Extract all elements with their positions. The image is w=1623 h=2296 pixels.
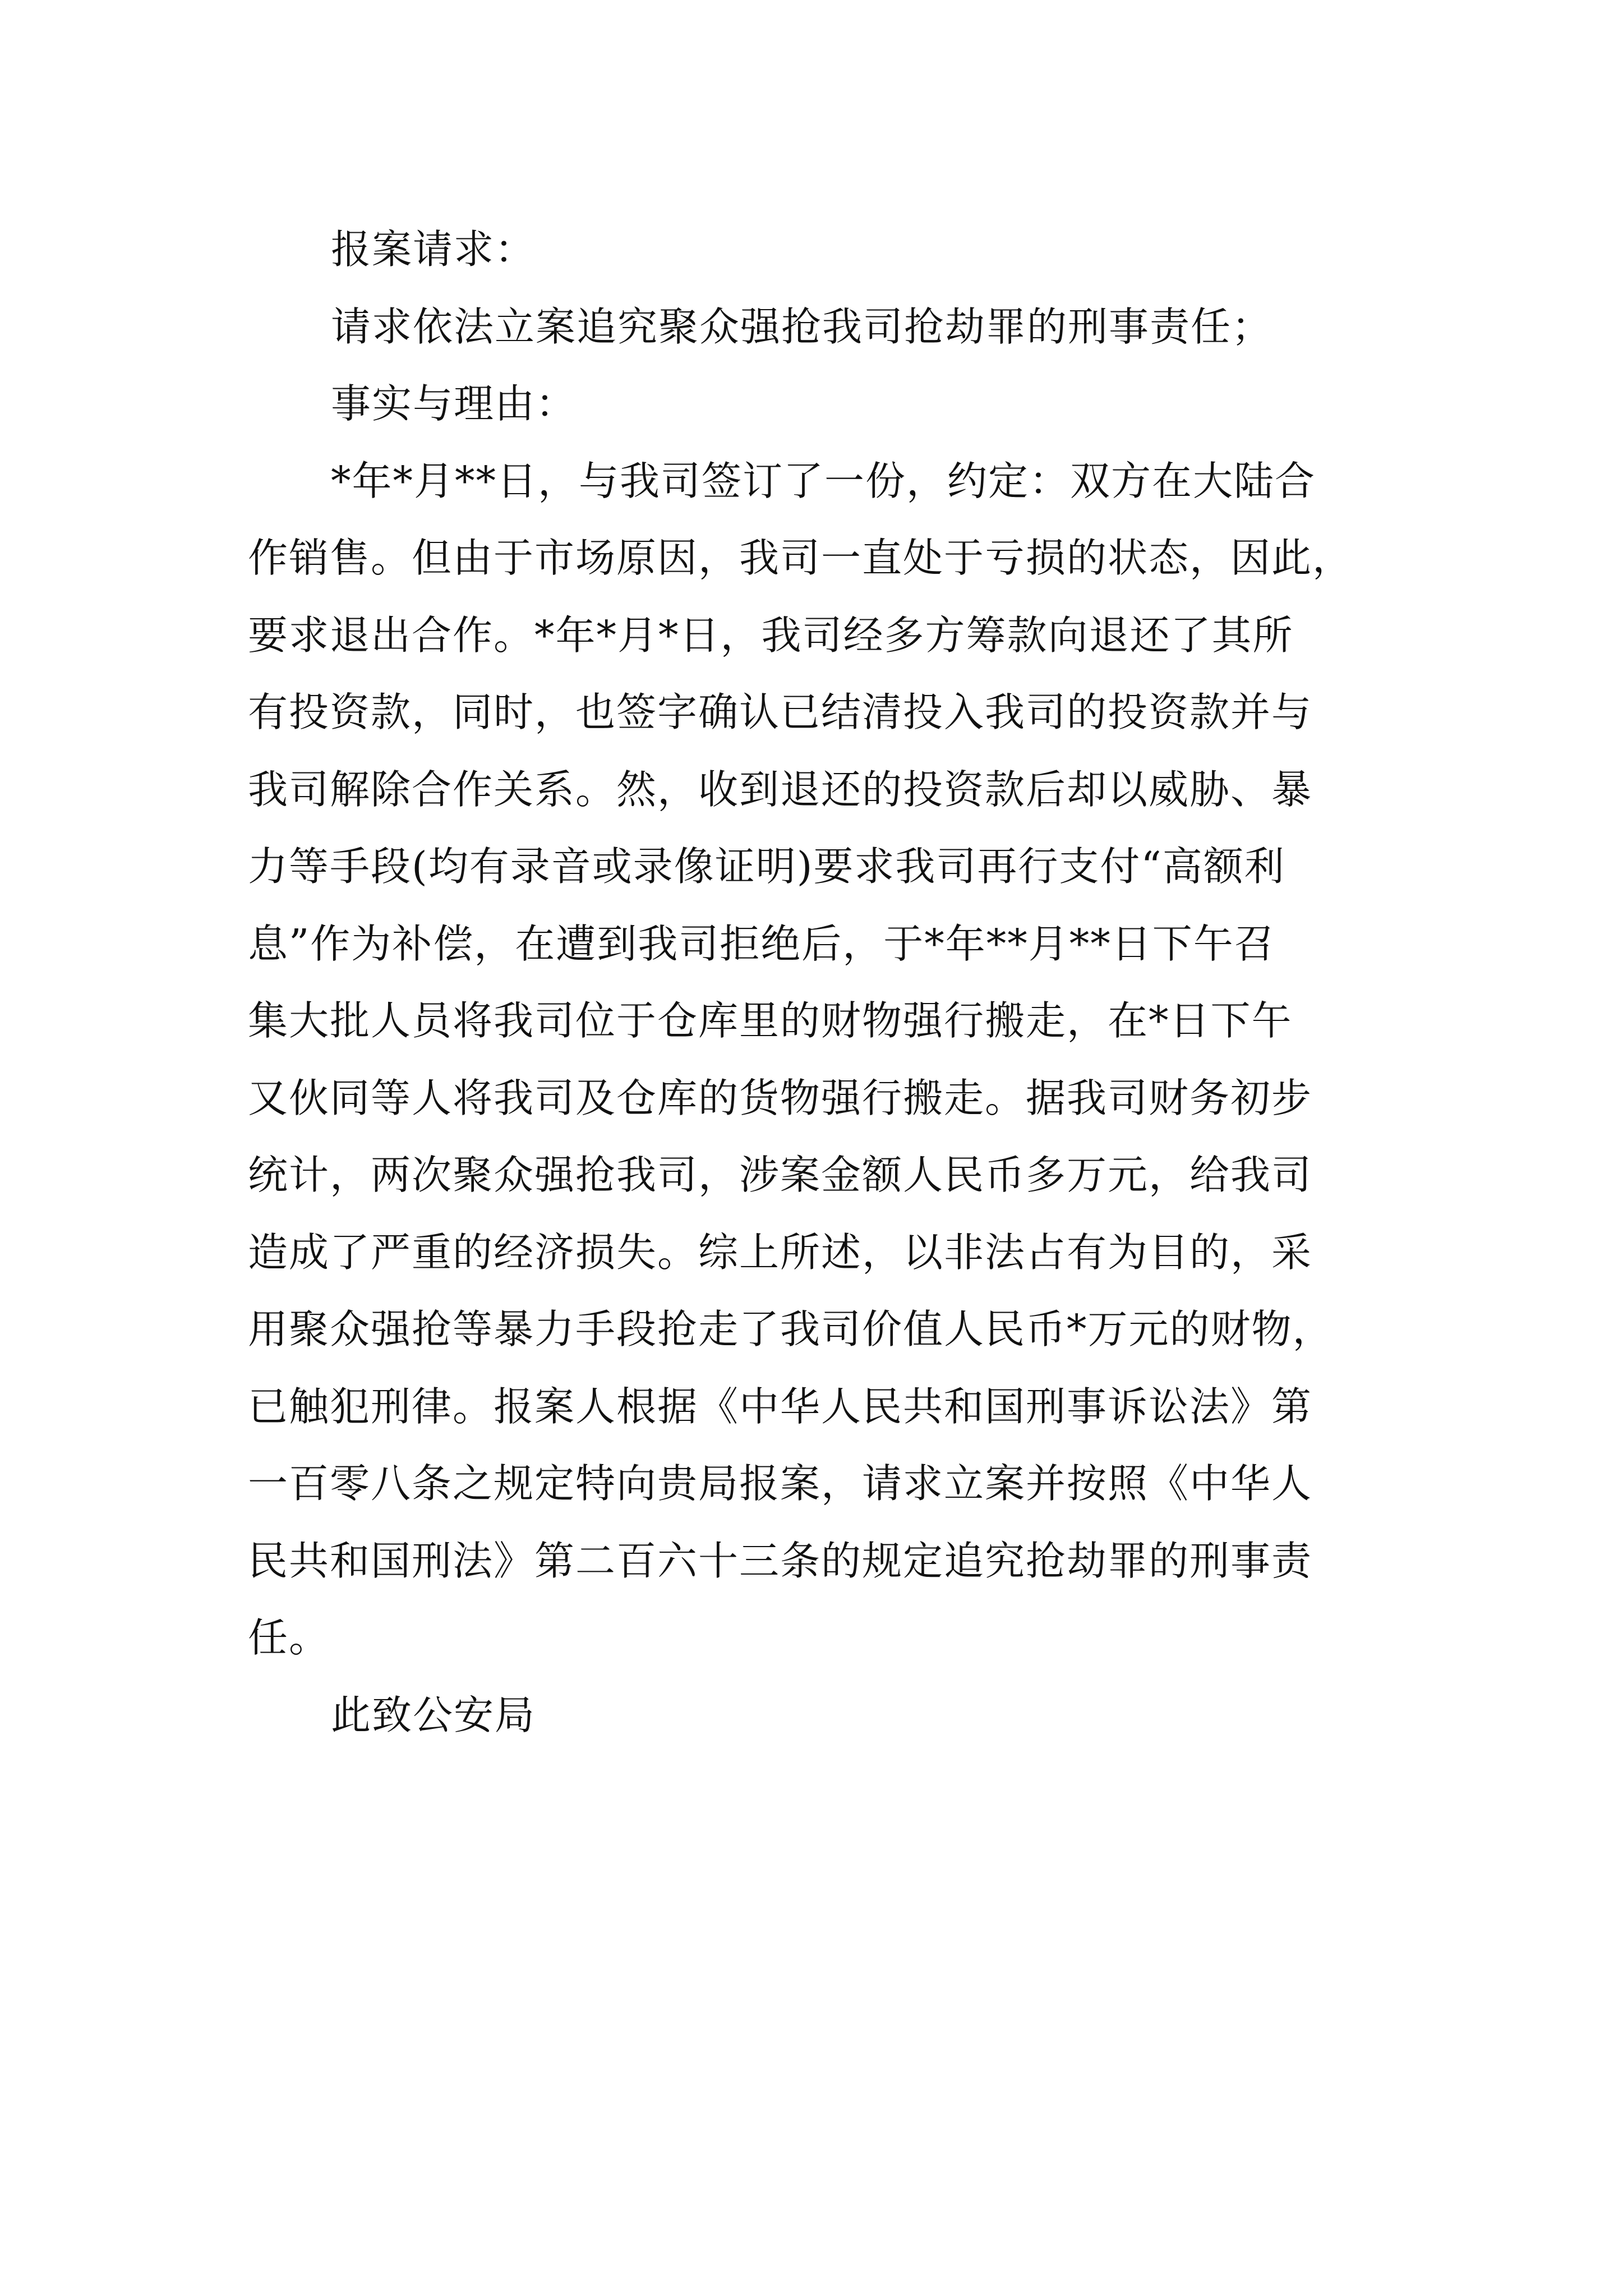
facts-line: 我司解除合作关系。然，收到退还的投资款后却以威胁、暴: [248, 766, 1313, 813]
facts-line: 用聚众强抢等暴力手段抢走了我司价值人民币*万元的财物，: [248, 1306, 1334, 1352]
facts-line: 息”作为补偿，在遭到我司拒绝后，于*年**月**日下午召: [248, 920, 1275, 967]
document-body: [248, 211, 1392, 1754]
facts-line: *年*月**日，与我司签订了一份，约定：双方在大陆合: [331, 457, 1316, 504]
closing-line: 此致公安局: [331, 1691, 536, 1738]
heading-request: 报案请求：: [331, 226, 536, 273]
facts-line: 已触犯刑律。报案人根据《中华人民共和国刑事诉讼法》第: [248, 1383, 1313, 1430]
request-text: 请求依法立案追究聚众强抢我司抢劫罪的刑事责任；: [331, 303, 1273, 350]
facts-line: 力等手段(均有录音或录像证明)要求我司再行支付“高额利: [248, 843, 1285, 890]
facts-line: 造成了严重的经济损失。综上所述，以非法占有为目的，采: [248, 1228, 1313, 1276]
facts-line: 集大批人员将我司位于仓库里的财物强行搬走，在*日下午: [248, 997, 1293, 1044]
facts-line: 民共和国刑法》第二百六十三条的规定追究抢劫罪的刑事责: [248, 1537, 1313, 1584]
facts-line: 有投资款，同时，也签字确认已结清投入我司的投资款并与: [248, 689, 1313, 735]
facts-line: 任。: [248, 1614, 330, 1661]
facts-line: 统计，两次聚众强抢我司，涉案金额人民币多万元，给我司: [248, 1152, 1313, 1198]
facts-line: 又伙同等人将我司及仓库的货物强行搬走。据我司财务初步: [248, 1074, 1313, 1121]
facts-line: 作销售。但由于市场原因，我司一直处于亏损的状态，因此，: [248, 535, 1354, 581]
facts-line: 一百零八条之规定特向贵局报案，请求立案并按照《中华人: [248, 1460, 1313, 1507]
facts-line: 要求退出合作。*年*月*日，我司经多方筹款向退还了其所: [248, 611, 1294, 659]
heading-facts: 事实与理由：: [331, 380, 577, 427]
